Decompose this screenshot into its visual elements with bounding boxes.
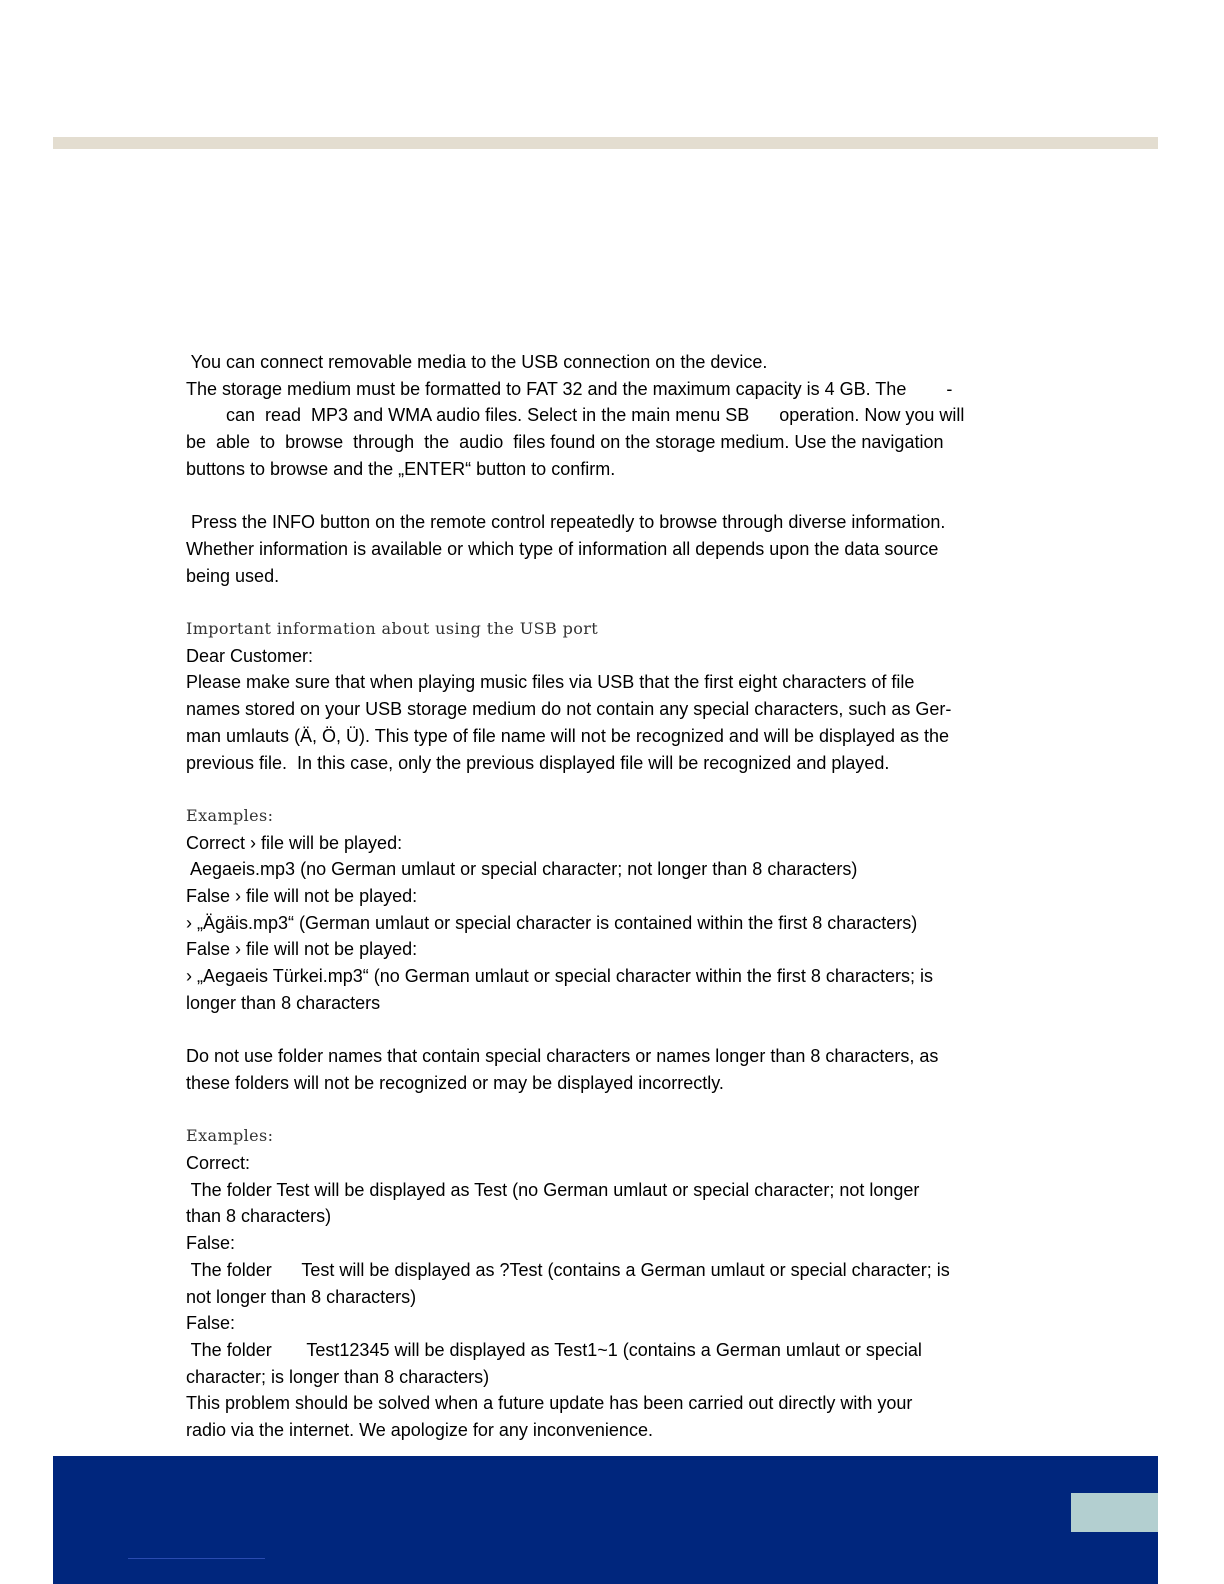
file-false2-example-line-1: › „Aegaeis Türkei.mp3“ (no German umlaut or special character within the first 8 characters; is [186,966,933,987]
info-section [186,509,986,589]
file-correct-example: Aegaeis.mp3 (no German umlaut or special character; not longer than 8 characters) [186,859,858,880]
footer-link-underline [128,1558,265,1559]
important-section [186,616,986,776]
document-body [186,349,986,1444]
usb-line-3: can read MP3 and WMA audio files. Select in the main menu SB operation. Now you will [186,405,965,426]
folder-false1-line-2: not longer than 8 characters) [186,1286,417,1307]
file-false2-label: False › file will not be played: [186,939,418,960]
file-examples-section [186,803,986,1017]
closing-line-2: radio via the internet. We apologize for any inconvenience. [186,1420,653,1441]
folder-note-line-1: Do not use folder names that contain special characters or names longer than 8 characters, as [186,1046,939,1067]
spacer [186,1017,986,1044]
important-para-line-4: previous file. In this case, only the previous displayed file will be recognized and played. [186,752,890,773]
info-line-1: Press the INFO button on the remote control repeatedly to browse through diverse information. [186,512,946,533]
info-line-2: Whether information is available or which type of information all depends upon the data source [186,538,939,559]
usb-line-2: The storage medium must be formatted to FAT 32 and the maximum capacity is 4 GB. The - [186,378,953,399]
folder-note-line-2: these folders will not be recognized or may be displayed incorrectly. [186,1072,724,1093]
spacer [186,589,986,616]
folder-false2-line-1: The folder Test12345 will be displayed as Test1~1 (contains a German umlaut or special [186,1339,922,1360]
info-line-3: being used. [186,565,280,586]
folder-false2-label: False: [186,1313,236,1334]
usb-line-4: be able to browse through the audio files found on the storage medium. Use the navigation [186,432,944,453]
file-false2-example-line-2: longer than 8 characters [186,992,381,1013]
folder-correct-line-1: The folder Test will be displayed as Test (no German umlaut or special character; not longer [186,1179,920,1200]
spacer [186,776,986,803]
folder-false1-label: False: [186,1233,236,1254]
usb-line-5: buttons to browse and the „ENTER“ button to confirm. [186,458,616,479]
important-para-line-2: names stored on your USB storage medium do not contain any special characters, such as Ger- [186,699,952,720]
important-para-line-1: Please make sure that when playing music files via USB that the first eight characters of file [186,672,915,693]
folder-false1-line-1: The folder Test will be displayed as ?Test (contains a German umlaut or special character; is [186,1259,950,1280]
folder-false2-line-2: character; is longer than 8 characters) [186,1366,490,1387]
usb-section [186,349,986,483]
file-false1-label: False › file will not be played: [186,886,418,907]
footer-page-tab [1071,1493,1158,1532]
footer-band [53,1456,1158,1584]
file-false1-example: › „Ägäis.mp3“ (German umlaut or special character is contained within the first 8 characters) [186,912,918,933]
file-examples-heading: Examples: [186,805,274,825]
folder-correct-label: Correct: [186,1153,251,1174]
header-rule [53,137,1158,149]
closing-line-1: This problem should be solved when a future update has been carried out directly with your [186,1393,913,1414]
folder-examples-section [186,1123,986,1443]
spacer [186,1097,986,1124]
important-heading: Important information about using the USB port [186,619,599,638]
salutation: Dear Customer: [186,645,314,666]
important-para-line-3: man umlauts (Ä, Ö, Ü). This type of file name will not be recognized and will be displayed as the [186,725,950,746]
file-correct-label: Correct › file will be played: [186,832,403,853]
folder-correct-line-2: than 8 characters) [186,1206,332,1227]
folder-examples-heading: Examples: [186,1126,274,1146]
folder-note-section [186,1043,986,1096]
usb-intro: You can connect removable media to the USB connection on the device. [186,352,768,372]
spacer [186,483,986,510]
